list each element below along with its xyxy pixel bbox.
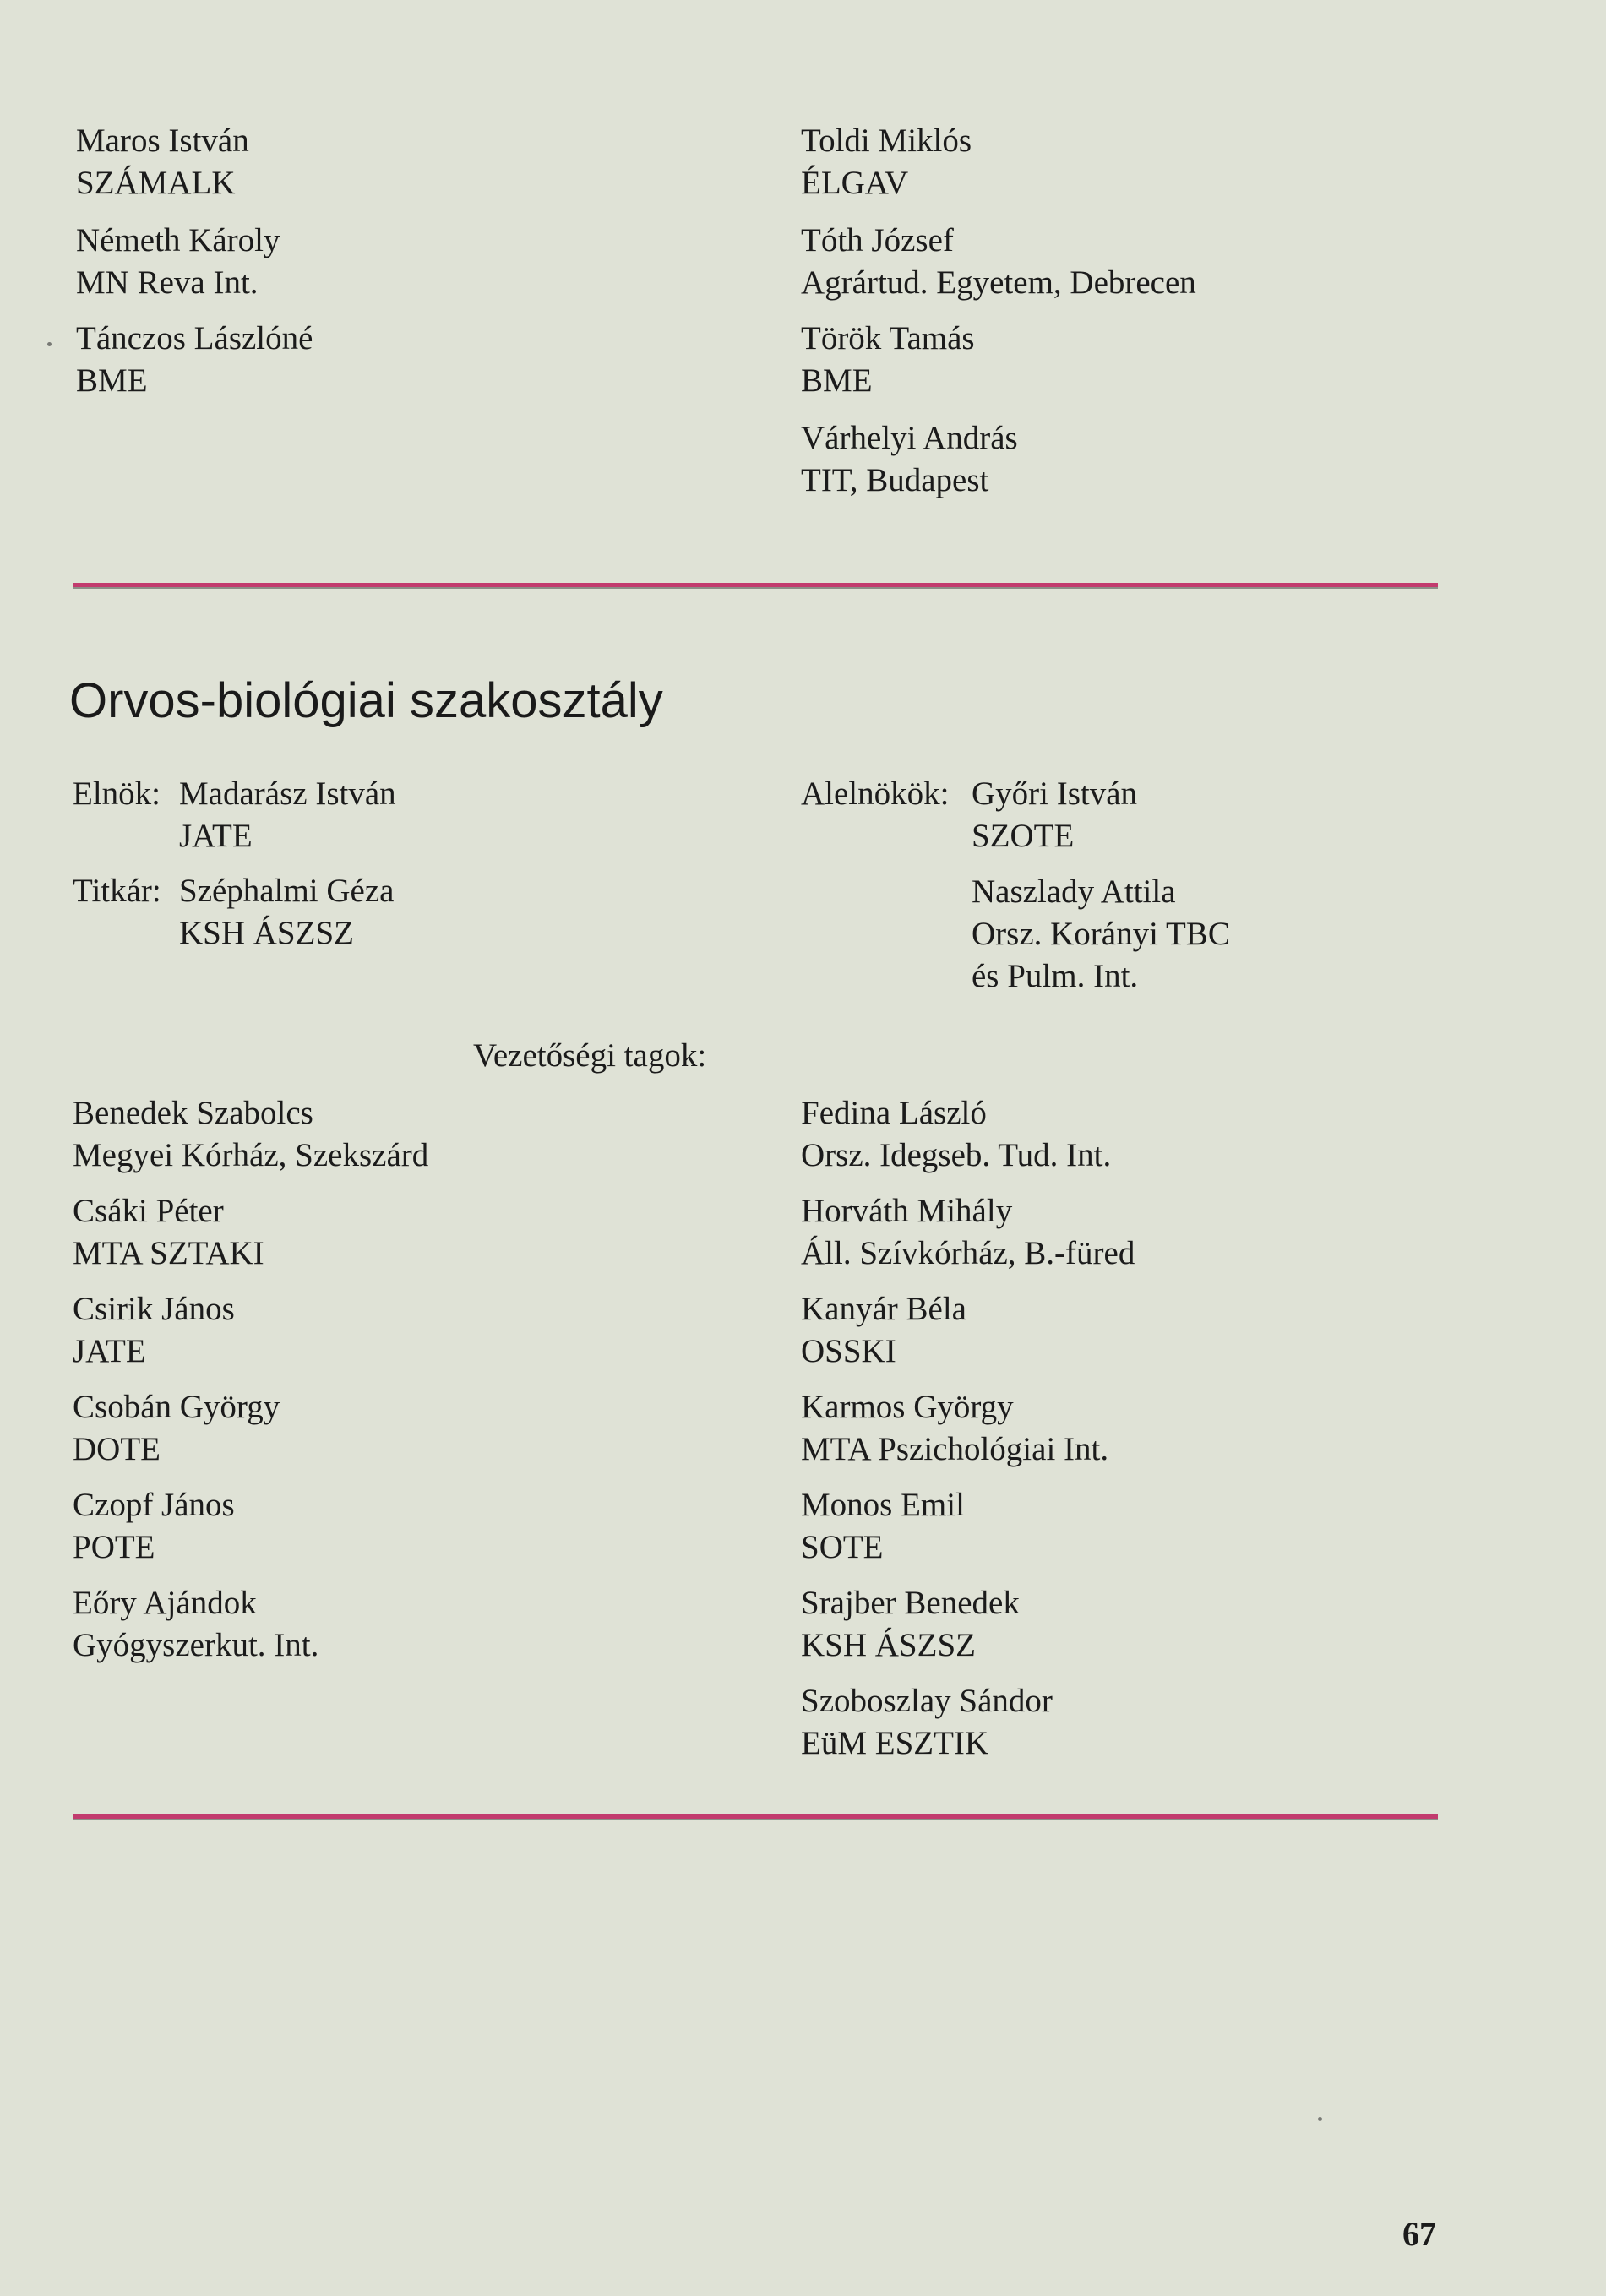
- secretary-name: Széphalmi Géza: [179, 873, 395, 909]
- member-right-1: [801, 1190, 1135, 1275]
- secretary-role: Titkár:: [73, 873, 161, 909]
- member-org: POTE: [73, 1529, 155, 1565]
- entry-name: Tóth József: [801, 222, 954, 258]
- scan-speck: [47, 342, 52, 346]
- member-name: Csáki Péter: [73, 1193, 224, 1229]
- member-left-0: [73, 1092, 428, 1177]
- member-name: Benedek Szabolcs: [73, 1095, 313, 1131]
- top-entry-left-2: [76, 318, 313, 402]
- member-right-6: [801, 1680, 1053, 1765]
- vice-presidents-role: Alelnökök:: [801, 775, 950, 812]
- members-label: Vezetőségi tagok:: [473, 1037, 707, 1074]
- member-org: Áll. Szívkórház, B.-füred: [801, 1235, 1135, 1271]
- entry-name: Tánczos Lászlóné: [76, 320, 313, 356]
- member-org: Orsz. Idegseb. Tud. Int.: [801, 1137, 1112, 1173]
- member-org: EüM ESZTIK: [801, 1725, 989, 1761]
- member-org: OSSKI: [801, 1333, 896, 1369]
- member-right-0: [801, 1092, 1111, 1177]
- entry-name: Németh Károly: [76, 222, 280, 258]
- section-divider-bottom: [73, 1814, 1438, 1819]
- member-name: Fedina László: [801, 1095, 987, 1131]
- member-name: Kanyár Béla: [801, 1291, 966, 1327]
- member-org: MTA SZTAKI: [73, 1235, 264, 1271]
- member-org: SOTE: [801, 1529, 884, 1565]
- member-org: KSH ÁSZSZ: [801, 1627, 976, 1663]
- entry-org: ÉLGAV: [801, 165, 909, 201]
- entry-org: BME: [76, 362, 148, 399]
- vice-president-1-name: Naszlady Attila: [972, 873, 1176, 910]
- member-name: Eőry Ajándok: [73, 1585, 257, 1621]
- member-left-5: [73, 1582, 318, 1667]
- president-name: Madarász István: [179, 775, 396, 812]
- member-name: Csobán György: [73, 1389, 280, 1425]
- member-right-3: [801, 1386, 1108, 1471]
- vice-president-0-org: SZOTE: [972, 818, 1075, 854]
- member-left-1: [73, 1190, 264, 1275]
- member-org: Gyógyszerkut. Int.: [73, 1627, 319, 1663]
- member-right-2: [801, 1288, 966, 1373]
- member-right-5: [801, 1582, 1020, 1667]
- entry-org: MN Reva Int.: [76, 264, 259, 301]
- page-number: 67: [1402, 2215, 1436, 2253]
- member-org: DOTE: [73, 1431, 161, 1467]
- secretary-org: KSH ÁSZSZ: [179, 915, 354, 951]
- top-entry-right-3: [801, 417, 1018, 502]
- member-name: Monos Emil: [801, 1487, 965, 1523]
- top-entry-right-1: [801, 220, 1196, 304]
- member-left-3: [73, 1386, 280, 1471]
- member-right-4: [801, 1484, 965, 1569]
- member-name: Czopf János: [73, 1487, 235, 1523]
- entry-name: Török Tamás: [801, 320, 975, 356]
- member-name: Szoboszlay Sándor: [801, 1683, 1053, 1719]
- entry-org: TIT, Budapest: [801, 462, 989, 498]
- member-org: Megyei Kórház, Szekszárd: [73, 1137, 429, 1173]
- member-org: MTA Pszichológiai Int.: [801, 1431, 1109, 1467]
- entry-name: Maros István: [76, 122, 249, 159]
- top-entry-left-0: [76, 120, 249, 204]
- entry-name: Toldi Miklós: [801, 122, 972, 159]
- entry-name: Várhelyi András: [801, 420, 1018, 456]
- president-role: Elnök:: [73, 775, 161, 812]
- top-entry-right-0: [801, 120, 972, 204]
- entry-org: SZÁMALK: [76, 165, 236, 201]
- scan-speck: [1318, 2117, 1322, 2121]
- entry-org: BME: [801, 362, 873, 399]
- section-divider-top: [73, 583, 1438, 587]
- top-entry-right-2: [801, 318, 975, 402]
- member-org: JATE: [73, 1333, 146, 1369]
- vice-president-0-name: Győri István: [972, 775, 1138, 812]
- entry-org: Agrártud. Egyetem, Debrecen: [801, 264, 1196, 301]
- vice-president-1-org2: és Pulm. Int.: [972, 958, 1139, 994]
- member-name: Karmos György: [801, 1389, 1014, 1425]
- president-org: JATE: [179, 818, 253, 854]
- vice-president-1-org: Orsz. Korányi TBC: [972, 916, 1230, 952]
- top-entry-left-1: [76, 220, 280, 304]
- member-name: Csirik János: [73, 1291, 235, 1327]
- member-left-4: [73, 1484, 235, 1569]
- member-left-2: [73, 1288, 235, 1373]
- member-name: Horváth Mihály: [801, 1193, 1013, 1229]
- section-title: Orvos-biológiai szakosztály: [69, 673, 663, 728]
- member-name: Srajber Benedek: [801, 1585, 1020, 1621]
